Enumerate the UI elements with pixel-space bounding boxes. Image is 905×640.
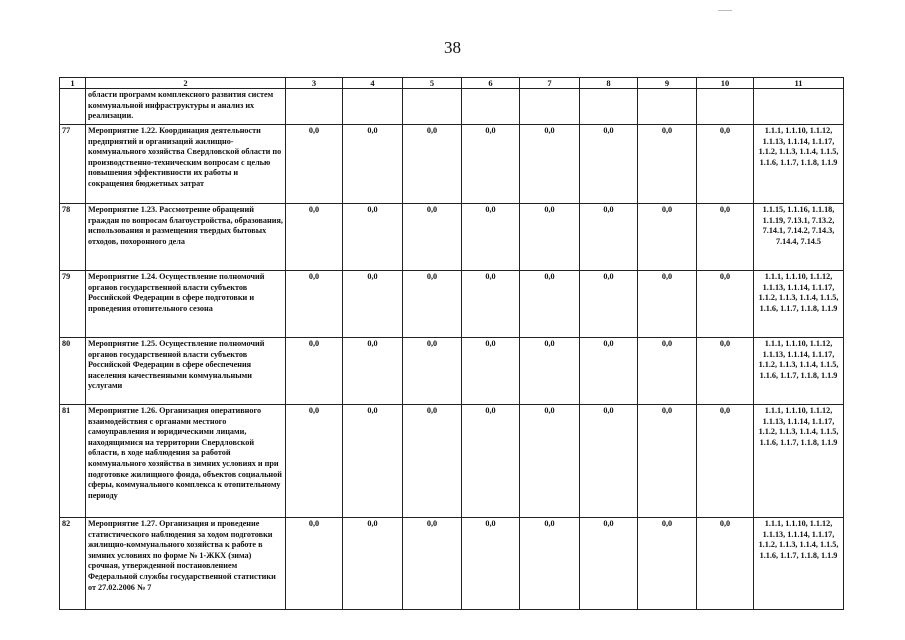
table-row [60,125,844,204]
measure-description: области программ комплексного развития систем коммунальной инфраструктуры и анализ их реализации. [86,89,286,125]
value-cell: 0,0 [462,125,520,204]
value-cell: 0,0 [403,125,462,204]
target-indicators [754,89,844,125]
value-cell: 0,0 [286,204,343,271]
value-cell: 0,0 [580,204,638,271]
column-header: 5 [403,78,462,89]
value-cell: 0,0 [403,405,462,518]
value-cell [343,89,403,125]
value-cell: 0,0 [580,338,638,405]
table-row [60,89,844,125]
value-cell: 0,0 [638,271,697,338]
target-indicators: 1.1.1, 1.1.10, 1.1.12, 1.1.13, 1.1.14, 1.1.17, 1.1.2, 1.1.3, 1.1.4, 1.1.5, 1.1.6, 1.1.7, 1.1.8, 1.1.9 [754,518,844,610]
scan-mark [718,10,732,11]
row-number: 79 [60,271,86,338]
column-header: 1 [60,78,86,89]
value-cell: 0,0 [697,405,754,518]
target-indicators: 1.1.1, 1.1.10, 1.1.12, 1.1.13, 1.1.14, 1.1.17, 1.1.2, 1.1.3, 1.1.4, 1.1.5, 1.1.6, 1.1.7, 1.1.8, 1.1.9 [754,338,844,405]
value-cell: 0,0 [403,518,462,610]
value-cell: 0,0 [520,204,580,271]
value-cell [286,89,343,125]
column-header: 7 [520,78,580,89]
value-cell: 0,0 [403,204,462,271]
value-cell: 0,0 [343,125,403,204]
value-cell: 0,0 [638,518,697,610]
value-cell: 0,0 [343,518,403,610]
value-cell: 0,0 [462,271,520,338]
row-number: 81 [60,405,86,518]
target-indicators: 1.1.1, 1.1.10, 1.1.12, 1.1.13, 1.1.14, 1.1.17, 1.1.2, 1.1.3, 1.1.4, 1.1.5, 1.1.6, 1.1.7, 1.1.8, 1.1.9 [754,271,844,338]
value-cell: 0,0 [520,405,580,518]
row-number: 77 [60,125,86,204]
measures-table [59,77,844,610]
value-cell: 0,0 [638,125,697,204]
measure-description: Мероприятие 1.27. Организация и проведение статистического наблюдения за ходом подготовки жилищно-коммунального хозяйства к работе в зимних условиях по форме № 1-ЖКХ (зима) срочная, утвержденной постановлением Федеральной службы государственной статистики от 27.02.2006 № 7 [86,518,286,610]
value-cell: 0,0 [462,405,520,518]
value-cell: 0,0 [520,338,580,405]
table-row [60,518,844,610]
measure-description: Мероприятие 1.26. Организация оперативного взаимодействия с органами местного самоуправления и юридическими лицами, находящимися на территории Свердловской области, в ходе наблюдения за работой коммунального хозяйства в зимних условиях и при подготовке жилищного фонда, объектов социальной сферы, коммунального комплекса к отопительному периоду [86,405,286,518]
target-indicators: 1.1.1, 1.1.10, 1.1.12, 1.1.13, 1.1.14, 1.1.17, 1.1.2, 1.1.3, 1.1.4, 1.1.5, 1.1.6, 1.1.7, 1.1.8, 1.1.9 [754,125,844,204]
value-cell: 0,0 [580,518,638,610]
measure-description: Мероприятие 1.25. Осуществление полномочий органов государственной власти субъектов Российской Федерации в сфере обеспечения населения качественными коммунальными услугами [86,338,286,405]
column-header: 2 [86,78,286,89]
table-row [60,271,844,338]
value-cell: 0,0 [638,204,697,271]
table-row [60,204,844,271]
value-cell: 0,0 [697,125,754,204]
value-cell: 0,0 [580,271,638,338]
value-cell: 0,0 [697,271,754,338]
value-cell: 0,0 [403,338,462,405]
value-cell: 0,0 [697,338,754,405]
column-header: 4 [343,78,403,89]
column-header: 9 [638,78,697,89]
value-cell: 0,0 [286,405,343,518]
table-row [60,405,844,518]
value-cell: 0,0 [580,405,638,518]
target-indicators: 1.1.15, 1.1.16, 1.1.18, 1.1.19, 7.13.1, 7.13.2, 7.14.1, 7.14.2, 7.14.3, 7.14.4, 7.14.5 [754,204,844,271]
header-row [60,78,844,89]
value-cell: 0,0 [286,338,343,405]
measure-description: Мероприятие 1.23. Рассмотрение обращений граждан по вопросам благоустройства, образования, использования и размещения твердых бытовых отходов, похоронного дела [86,204,286,271]
value-cell [462,89,520,125]
value-cell: 0,0 [462,204,520,271]
column-header: 3 [286,78,343,89]
value-cell: 0,0 [286,271,343,338]
value-cell: 0,0 [343,271,403,338]
value-cell: 0,0 [343,405,403,518]
value-cell: 0,0 [520,518,580,610]
value-cell: 0,0 [462,518,520,610]
value-cell: 0,0 [638,338,697,405]
target-indicators: 1.1.1, 1.1.10, 1.1.12, 1.1.13, 1.1.14, 1.1.17, 1.1.2, 1.1.3, 1.1.4, 1.1.5, 1.1.6, 1.1.7, 1.1.8, 1.1.9 [754,405,844,518]
value-cell [520,89,580,125]
value-cell [697,89,754,125]
value-cell [580,89,638,125]
column-header: 10 [697,78,754,89]
measure-description: Мероприятие 1.24. Осуществление полномочий органов государственной власти субъектов Российской Федерации в сфере подготовки и проведения отопительного сезона [86,271,286,338]
value-cell: 0,0 [520,271,580,338]
value-cell: 0,0 [638,405,697,518]
table-row [60,338,844,405]
column-header: 11 [754,78,844,89]
value-cell: 0,0 [462,338,520,405]
value-cell: 0,0 [580,125,638,204]
value-cell: 0,0 [343,338,403,405]
row-number: 80 [60,338,86,405]
row-number [60,89,86,125]
row-number: 82 [60,518,86,610]
row-number: 78 [60,204,86,271]
value-cell: 0,0 [403,271,462,338]
value-cell: 0,0 [343,204,403,271]
column-header: 8 [580,78,638,89]
value-cell: 0,0 [697,518,754,610]
value-cell: 0,0 [697,204,754,271]
value-cell [403,89,462,125]
value-cell: 0,0 [286,518,343,610]
column-header: 6 [462,78,520,89]
page-number: 38 [444,38,461,57]
value-cell: 0,0 [286,125,343,204]
measure-description: Мероприятие 1.22. Координация деятельности предприятий и организаций жилищно-коммунального хозяйства Свердловской области по производственно-техническим вопросам с целью повышения эффективности их работы и сокращения бюджетных затрат [86,125,286,204]
value-cell [638,89,697,125]
value-cell: 0,0 [520,125,580,204]
